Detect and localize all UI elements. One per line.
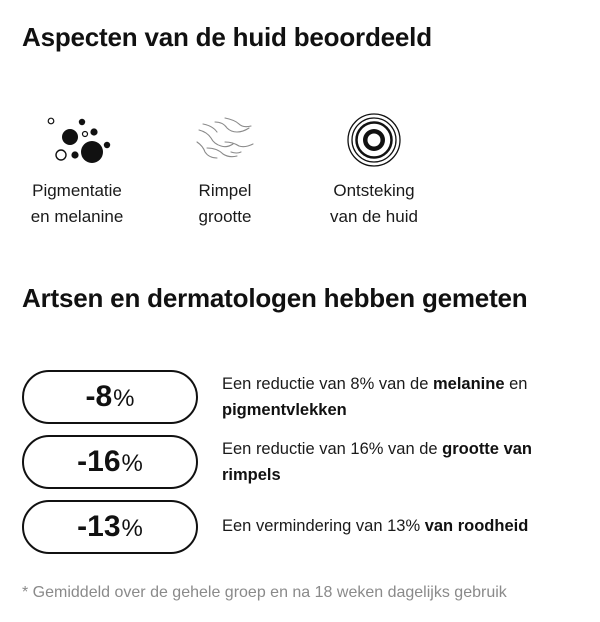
section-title-results: Artsen en dermatologen hebben gemeten — [22, 283, 528, 313]
section-title-aspects: Aspecten van de huid beoordeeld — [22, 22, 432, 52]
desc-text: Een vermindering van 13% — [222, 517, 425, 535]
result-row — [22, 500, 582, 554]
result-unit: % — [121, 515, 143, 542]
desc-bold: van roodheid — [424, 517, 529, 535]
result-row — [22, 370, 582, 424]
concentric-circles-icon — [344, 110, 404, 170]
result-value: -8 — [85, 380, 113, 413]
desc-text: en — [504, 375, 528, 393]
result-description — [222, 371, 572, 423]
result-row — [22, 435, 582, 489]
footnote: * Gemiddeld over de gehele groep en na 18 weken dagelijks gebruik — [22, 584, 507, 601]
aspect-label-line1: Ontsteking — [333, 181, 415, 200]
aspect-label-line2: van de huid — [330, 207, 418, 226]
desc-bold: grootte van rimpels — [222, 440, 532, 484]
desc-bold: melanine — [432, 375, 505, 393]
result-badge — [22, 370, 198, 424]
desc-text: Een reductie van 8% van de — [222, 375, 433, 393]
result-description — [222, 513, 572, 539]
aspect-label-line2: grootte — [198, 207, 252, 226]
aspect-label-line1: Rimpel — [198, 181, 252, 200]
result-unit: % — [113, 385, 135, 412]
desc-bold: pigmentvlekken — [222, 401, 347, 419]
aspect-wrinkles — [145, 110, 305, 230]
wrinkle-lines-icon — [185, 112, 265, 168]
result-unit: % — [121, 450, 143, 477]
desc-text: Een reductie van 16% van de — [222, 440, 443, 458]
result-badge — [22, 500, 198, 554]
result-badge — [22, 435, 198, 489]
aspect-label-line2: en melanine — [30, 207, 124, 226]
aspect-inflammation — [294, 110, 454, 230]
result-description — [222, 436, 572, 488]
pigment-dots-icon — [37, 112, 117, 168]
result-value: -16 — [77, 445, 121, 478]
aspect-label-line1: Pigmentatie — [32, 181, 122, 200]
aspect-pigmentation — [0, 110, 157, 230]
result-value: -13 — [77, 510, 121, 543]
